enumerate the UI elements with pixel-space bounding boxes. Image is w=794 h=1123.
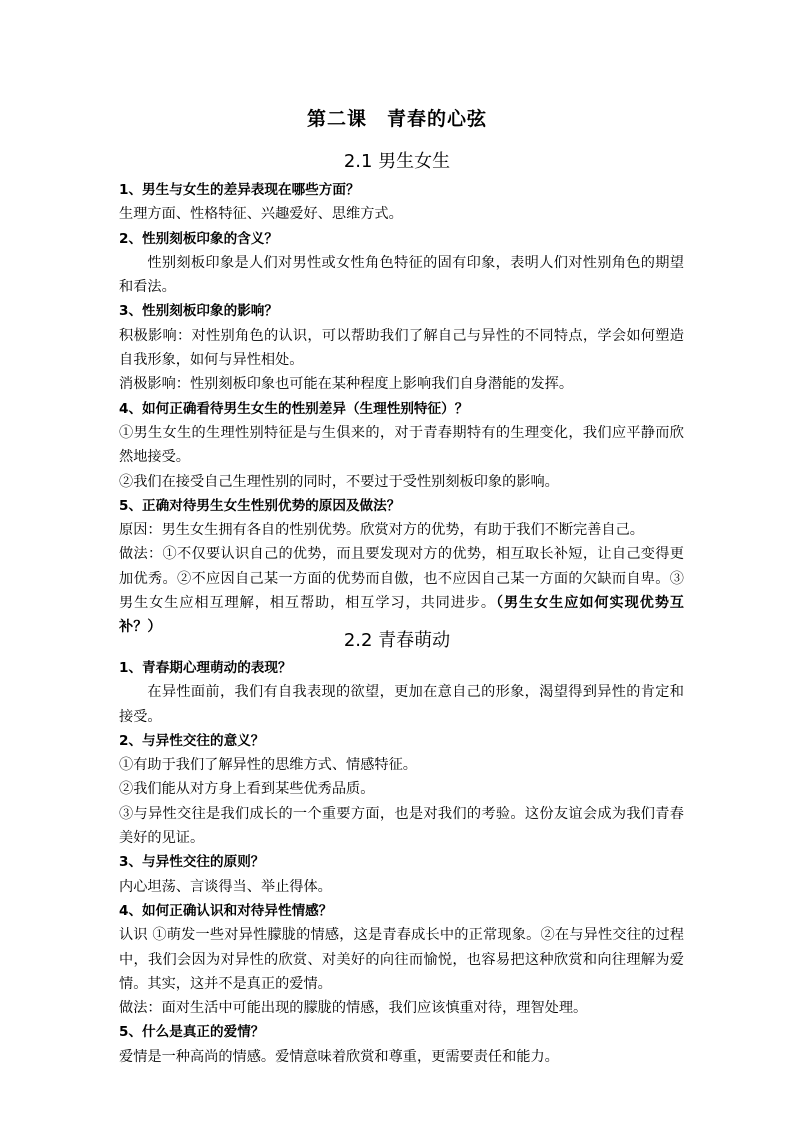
question: 1、男生与女生的差异表现在哪些方面？ — [119, 182, 360, 198]
answer: 认识 ①萌发一些对异性朦胧的情感，这是青春成长中的正常现象。②在与异性交往的过程中，我们会因为对异性的欣赏、对美好的向往而愉悦，也容易把这种欣赏和向往理解为爱情。其实，这并不是真正的爱情。 — [119, 927, 684, 992]
section-heading-2-2: 2.2 青春萌动 — [343, 630, 451, 651]
question: 3、性别刻板印象的影响？ — [119, 303, 278, 320]
question: 4、如何正确认识和对待异性情感？ — [119, 902, 333, 919]
question: 3、与异性交往的原则？ — [119, 854, 265, 871]
lesson-title: 第二课 青春的心弦 — [306, 108, 487, 130]
question: 2、与异性交往的意义？ — [119, 732, 265, 749]
bold-note: （男生女生应如何实现优势互补？） — [119, 595, 684, 636]
answer: ②我们能从对方身上看到某些优秀品质。 — [119, 781, 375, 798]
answer: 内心坦荡、言谈得当、举止得体。 — [119, 878, 332, 895]
answer: ①有助于我们了解异性的思维方式、情感特征。 — [119, 757, 417, 774]
answer: ③与异性交往是我们成长的一个重要方面，也是对我们的考验。这份友谊会成为我们青春美好的见证。 — [119, 805, 684, 847]
answer: 在异性面前，我们有自我表现的欲望，更加在意自己的形象，渴望得到异性的肯定和接受。 — [119, 684, 684, 725]
answer: 性别刻板印象是人们对男性或女性角色特征的固有印象，表明人们对性别角色的期望和看法。 — [119, 254, 684, 296]
answer-text: 做法：①不仅要认识自己的优势，而且要发现对方的优势，相互取长补短，让自己变得更加优秀。②不应因自己某一方面的优势而自傲，也不应因自己某一方面的欠缺而自卑。③男生女生应相互理解，相互帮助，相互学习，共同进步。 — [119, 546, 684, 612]
answer: 爱情是一种高尚的情感。爱情意味着欣赏和尊重，更需要责任和能力。 — [119, 1048, 559, 1065]
answer: 做法：面对生活中可能出现的朦胧的情感，我们应该慎重对待，理智处理。 — [119, 1000, 588, 1017]
answer: 积极影响：对性别角色的认识，可以帮助我们了解自己与异性的不同特点，学会如何塑造自我形象，如何与异性相处。 — [119, 327, 684, 369]
question: 1、青春期心理萌动的表现？ — [119, 660, 292, 676]
answer: 消极影响：性别刻板印象也可能在某种程度上影响我们自身潜能的发挥。 — [119, 376, 574, 393]
answer: ①男生女生的生理性别特征是与生俱来的，对于青春期特有的生理变化，我们应平静而欣然地接受。 — [119, 424, 684, 466]
section-2-2-content — [119, 656, 684, 1069]
answer: 原因：男生女生拥有各自的性别优势。欣赏对方的优势，有助于我们不断完善自己。 — [119, 522, 644, 539]
question: 4、如何正确看待男生女生的性别差异（生理性别特征）？ — [119, 400, 469, 417]
answer: ②我们在接受自己生理性别的同时，不要过于受性别刻板印象的影响。 — [119, 473, 559, 490]
question: 5、正确对待男生女生性别优势的原因及做法？ — [119, 497, 401, 514]
section-heading-2-1: 2.1 男生女生 — [343, 151, 451, 172]
answer: 生理方面、性格特征、兴趣爱好、思维方式。 — [119, 206, 403, 223]
question: 2、性别刻板印象的含义？ — [119, 230, 278, 247]
section-2-1-content — [119, 178, 684, 640]
question: 5、什么是真正的爱情？ — [119, 1024, 265, 1041]
